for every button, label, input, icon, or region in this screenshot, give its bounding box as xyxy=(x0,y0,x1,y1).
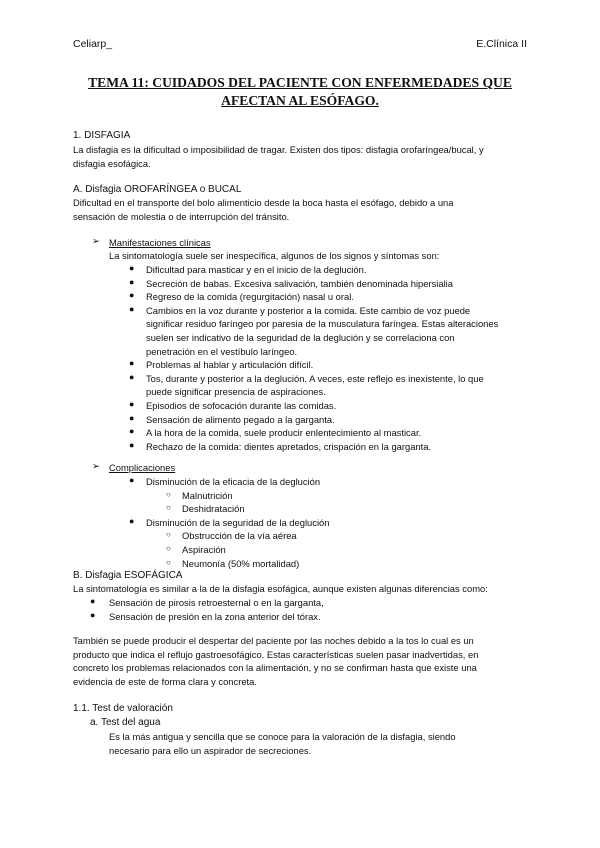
text-line: disfagia esofágica. xyxy=(73,157,151,169)
text-line: A la hora de la comida, suele producir enlentecimiento al masticar. xyxy=(146,427,422,439)
text-line: Episodios de sofocación durante las comidas. xyxy=(146,400,337,411)
text-line: producto que indica el reflujo gastroesofágico. Estas características suelen pasar inadvertidas, en xyxy=(73,648,479,660)
bullet-icon: ● xyxy=(129,371,135,382)
sub-list-item: Malnutrición xyxy=(182,489,233,501)
text-line: Cambios en la voz durante y posterior a la comida. Este cambio de voz puede xyxy=(146,304,471,316)
page-title xyxy=(73,74,527,110)
section-1-1-a-heading: a. Test del agua xyxy=(90,717,161,728)
bullet-icon: ● xyxy=(90,596,96,606)
circle-bullet-icon: ○ xyxy=(166,489,171,499)
bullet-icon: ● xyxy=(129,358,135,369)
list-item: Disminución de la seguridad de la deglución xyxy=(146,516,330,528)
bullet-icon: ● xyxy=(129,412,135,423)
list-item xyxy=(146,399,336,413)
bullet-icon: ● xyxy=(129,399,135,409)
list-item xyxy=(146,358,313,372)
manifestations-heading: Manifestaciones clínicas xyxy=(109,237,211,248)
text-line: Rechazo de la comida: dientes apretados, crispación en la garganta. xyxy=(146,440,432,452)
text-line: La disfagia es la dificultad o imposibilidad de tragar. Existen dos tipos: disfagia orofaríngea/bucal, y xyxy=(73,144,484,155)
list-item: Sensación de pirosis retroesternal o en la garganta, xyxy=(109,597,324,608)
sub-list-item: Deshidratación xyxy=(182,503,245,515)
text-line: También se puede producir el despertar del paciente por las noches debido a la tos lo cual es un xyxy=(73,635,474,646)
text-line: concreto los problemas relacionados con la alimentación, y no se confirman hasta que existe una xyxy=(73,662,477,674)
list-item xyxy=(146,263,366,277)
list-item xyxy=(146,413,335,427)
text-line: penetración en el vestíbulo laríngeo. xyxy=(146,345,298,357)
arrow-bullet-icon: ➢ xyxy=(92,461,100,472)
section-a-text xyxy=(73,196,453,223)
circle-bullet-icon: ○ xyxy=(166,503,171,513)
header-right: E.Clínica II xyxy=(476,38,527,50)
text-line: Dificultad en el transporte del bolo alimenticio desde la boca hasta el esófago, debido a una xyxy=(73,197,454,208)
sub-list-item: Aspiración xyxy=(182,544,226,555)
list-item xyxy=(146,290,354,304)
list-item xyxy=(146,426,421,440)
text-line: evidencia de este de forma clara y concreta. xyxy=(73,675,257,687)
section-b-paragraph xyxy=(73,634,478,688)
section-1-1-heading: 1.1. Test de valoración xyxy=(73,703,173,714)
section-a-heading: A. Disfagia OROFARÍNGEA o BUCAL xyxy=(73,184,242,195)
list-item: Sensación de presión en la zona anterior del tórax. xyxy=(109,611,321,622)
sub-list-item: Obstrucción de la vía aérea xyxy=(182,530,297,542)
manifestations-intro: La sintomatología suele ser inespecífica, algunos de los signos y síntomas son: xyxy=(109,250,440,261)
complications-heading: Complicaciones xyxy=(109,462,176,473)
list-item xyxy=(146,304,498,358)
text-line: necesario para ello un aspirador de secreciones. xyxy=(109,744,312,756)
bullet-icon: ● xyxy=(129,426,135,437)
section-1-1-a-text xyxy=(109,730,456,757)
bullet-icon: ● xyxy=(129,303,135,314)
text-line: Regreso de la comida (regurgitación) nasal u oral. xyxy=(146,291,354,303)
bullet-icon: ● xyxy=(129,439,135,450)
title-line-2: AFECTAN AL ESÓFAGO. xyxy=(221,93,379,108)
section-b-intro: La sintomatología es similar a la de la disfagia esofágica, aunque existen algunas diferencias como: xyxy=(73,583,488,594)
text-line: significar residuo faríngeo por paresia de la musculatura faríngea. Estas alteraciones xyxy=(146,318,499,330)
section-1-heading: 1. DISFAGIA xyxy=(73,130,131,141)
section-1-text xyxy=(73,143,484,170)
text-line: Dificultad para masticar y en el inicio de la deglución. xyxy=(146,264,367,275)
list-item: Disminución de la eficacia de la deglución xyxy=(146,476,321,487)
text-line: Sensación de alimento pegado a la garganta. xyxy=(146,413,335,425)
list-item xyxy=(146,277,453,291)
title-line-1: TEMA 11: CUIDADOS DEL PACIENTE CON ENFERMEDADES QUE xyxy=(88,75,512,90)
bullet-icon: ● xyxy=(129,263,135,273)
text-line: sensación de molestia o de interrupción del tránsito. xyxy=(73,210,290,222)
bullet-icon: ● xyxy=(129,276,135,287)
bullet-icon: ● xyxy=(90,610,96,620)
bullet-icon: ● xyxy=(129,475,135,485)
section-b-heading: B. Disfagia ESOFÁGICA xyxy=(73,570,183,581)
circle-bullet-icon: ○ xyxy=(166,557,171,567)
bullet-icon: ● xyxy=(129,290,135,301)
text-line: Secreción de babas. Excesiva salivación, también denominada hipersialia xyxy=(146,277,453,289)
header-left: Celiarp_ xyxy=(73,38,113,50)
text-line: puede significar presencia de aspiraciones. xyxy=(146,386,326,398)
list-item xyxy=(146,372,484,399)
list-item xyxy=(146,440,431,454)
arrow-bullet-icon: ➢ xyxy=(92,236,100,247)
text-line: Tos, durante y posterior a la deglución. A veces, este reflejo es inexistente, lo que xyxy=(146,372,484,384)
text-line: Es la más antigua y sencilla que se conoce para la valoración de la disfagia, siendo xyxy=(109,731,456,742)
text-line: Problemas al hablar y articulación difícil. xyxy=(146,359,314,371)
sub-list-item: Neumonía (50% mortalidad) xyxy=(182,557,300,569)
bullet-icon: ● xyxy=(129,515,135,526)
circle-bullet-icon: ○ xyxy=(166,530,171,540)
text-line: suelen ser indicativo de la seguridad de la deglución y se correlaciona con xyxy=(146,331,455,343)
circle-bullet-icon: ○ xyxy=(166,544,171,553)
